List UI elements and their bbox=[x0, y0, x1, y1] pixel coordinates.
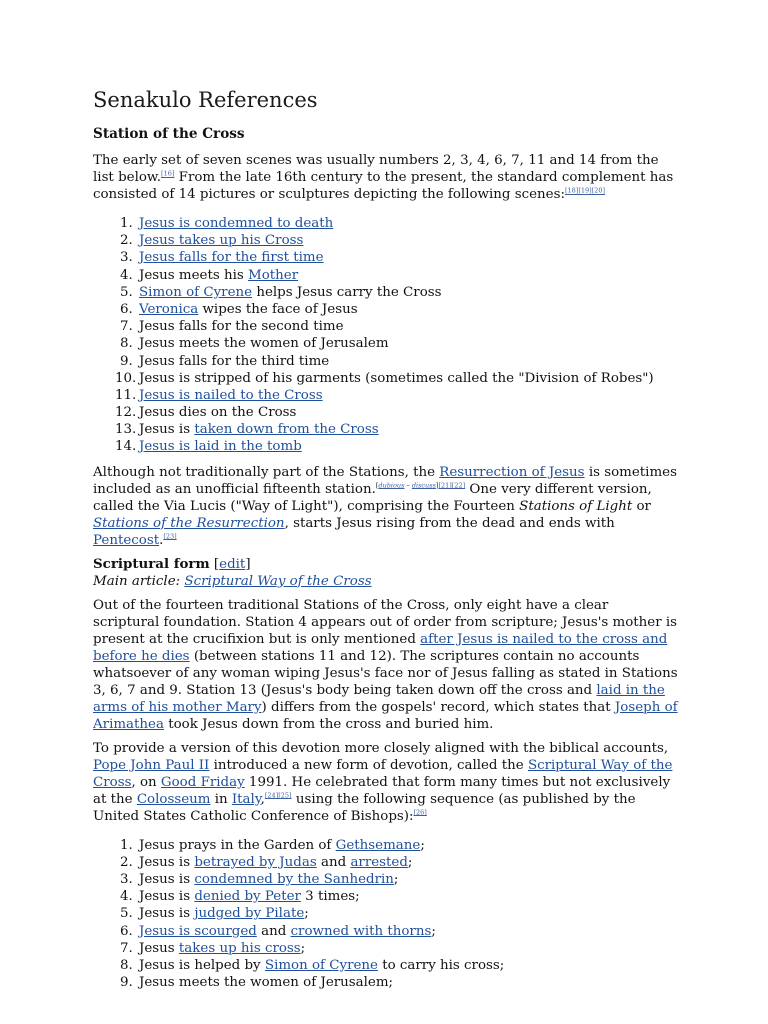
citation bbox=[565, 187, 605, 195]
arms-of-mary-link[interactable]: laid in the arms of his mother Mary bbox=[93, 682, 665, 715]
scriptural-station-item bbox=[93, 837, 678, 854]
list-number: 2. bbox=[120, 233, 133, 249]
station-link[interactable]: denied by Peter bbox=[194, 889, 301, 905]
station-text: Jesus meets the women of Jerusalem bbox=[139, 336, 389, 352]
citation bbox=[161, 170, 174, 178]
station-item bbox=[93, 438, 678, 455]
station-text: ; bbox=[304, 906, 309, 922]
citation-link[interactable]: [26] bbox=[413, 808, 427, 817]
paragraph-text: using the following sequence (as published by the United States Catholic Conference of Bishops): bbox=[93, 791, 636, 824]
scriptural-stations-list bbox=[93, 837, 678, 992]
station-item bbox=[93, 387, 678, 404]
list-number: 4. bbox=[120, 267, 133, 283]
scriptural-station-item bbox=[93, 923, 678, 940]
citation-link[interactable]: [23] bbox=[163, 532, 177, 541]
paragraph-text: in bbox=[210, 791, 232, 807]
list-number: 6. bbox=[120, 301, 133, 317]
scriptural-station-item bbox=[93, 957, 678, 974]
station-link[interactable]: crowned with thorns bbox=[290, 923, 432, 939]
station-item bbox=[93, 301, 678, 318]
stations-of-light-text: Stations of Light bbox=[519, 498, 633, 514]
paragraph-text: . bbox=[159, 532, 164, 548]
station-text: Jesus meets his bbox=[139, 267, 249, 283]
foundation-paragraph bbox=[93, 597, 678, 733]
station-item bbox=[93, 267, 678, 284]
heading-text: Scriptural form bbox=[93, 555, 210, 572]
list-number: 6. bbox=[120, 923, 133, 939]
list-number: 8. bbox=[120, 336, 133, 352]
intro-text-1: The early set of seven scenes was usually numbers 2, 3, 4, 6, 7, 11 and 14 from the list below. bbox=[93, 153, 659, 185]
station-item bbox=[93, 232, 678, 249]
station-text: Jesus falls for the second time bbox=[139, 319, 344, 335]
list-number: 13. bbox=[115, 422, 137, 438]
italy-link[interactable]: Italy bbox=[231, 791, 261, 807]
page-title: Senakulo References bbox=[93, 88, 318, 112]
list-number: 7. bbox=[120, 319, 133, 335]
station-item bbox=[93, 421, 678, 438]
joseph-arimathea-link[interactable]: Joseph of Arimathea bbox=[93, 699, 678, 732]
paragraph-text: (between stations 11 and 12). The scriptures contain no accounts whatsoever of any woman wiping Jesus's face nor of Jesus falling as stated in Stations 3, 6, 7 and 9. Station 13 (Jesus's body being taken down off the cross and bbox=[93, 648, 678, 698]
station-link[interactable]: betrayed by Judas bbox=[194, 854, 317, 870]
list-number: 7. bbox=[120, 940, 133, 956]
station-text: and bbox=[256, 923, 291, 939]
list-number: 3. bbox=[120, 250, 133, 266]
station-link[interactable]: Veronica bbox=[139, 301, 199, 317]
pope-paragraph bbox=[93, 740, 678, 825]
station-text: ; bbox=[393, 872, 399, 887]
intro-text-2: From the late 16th century to the present, the standard complement has consisted of 14 pictures or sculptures depicting the following scenes: bbox=[93, 170, 674, 202]
station-text: Jesus is bbox=[139, 872, 195, 887]
station-link[interactable]: Gethsemane bbox=[335, 837, 421, 853]
station-link[interactable]: Jesus takes up his Cross bbox=[139, 233, 304, 249]
main-article-link[interactable]: Scriptural Way of the Cross bbox=[184, 573, 372, 589]
citation-separator: – bbox=[404, 481, 412, 490]
station-text: Jesus bbox=[139, 940, 179, 956]
paragraph-text: is sometimes included as an unofficial fifteenth station. bbox=[93, 464, 677, 497]
station-text: Jesus is helped by bbox=[139, 957, 265, 973]
station-link[interactable]: judged by Pilate bbox=[194, 906, 305, 922]
paragraph-text: 1991. He celebrated that form many times but not exclusively at the bbox=[93, 774, 671, 807]
stations-list bbox=[93, 215, 678, 456]
after-nailed-link[interactable]: after Jesus is nailed to the cross and before he dies bbox=[93, 631, 668, 664]
resurrection-link[interactable]: Resurrection of Jesus bbox=[439, 464, 585, 480]
station-link[interactable]: arrested bbox=[350, 854, 408, 870]
citation-link[interactable]: [18][19][20] bbox=[564, 186, 606, 195]
station-text: wipes the face of Jesus bbox=[198, 301, 358, 317]
station-link[interactable]: Jesus is condemned to death bbox=[139, 216, 334, 231]
citation bbox=[163, 532, 176, 540]
citation bbox=[414, 808, 427, 816]
list-number: 1. bbox=[120, 837, 133, 853]
station-link[interactable]: Jesus falls for the first time bbox=[139, 250, 324, 266]
scriptural-station-item bbox=[93, 888, 678, 905]
paragraph-text: , on bbox=[131, 774, 161, 790]
main-article-note bbox=[93, 573, 678, 590]
list-number: 5. bbox=[120, 284, 133, 300]
scriptural-station-item bbox=[93, 905, 678, 922]
citation bbox=[265, 791, 292, 799]
station-text: Jesus is bbox=[139, 854, 195, 870]
list-number: 9. bbox=[120, 353, 133, 369]
list-number: 5. bbox=[120, 906, 133, 922]
paragraph-text: , starts Jesus rising from the dead and ends with bbox=[284, 515, 615, 531]
citation-link[interactable]: [24][25] bbox=[264, 791, 292, 800]
citation-link[interactable]: [21][22] bbox=[438, 481, 466, 490]
station-link[interactable]: Simon of Cyrene bbox=[264, 957, 378, 973]
discuss-link[interactable]: discuss bbox=[411, 481, 436, 490]
list-number: 11. bbox=[115, 387, 137, 403]
paragraph-text: Out of the fourteen traditional Stations of the Cross, only eight have a clear scriptural foundation. Station 4 appears out of order from scripture; Jesus's mother is present at the crucifixion but is only mentioned bbox=[93, 597, 678, 647]
station-link[interactable]: Mother bbox=[248, 267, 299, 283]
colosseum-link[interactable]: Colosseum bbox=[136, 791, 211, 807]
station-item bbox=[93, 404, 678, 421]
citation-link[interactable]: [16] bbox=[161, 169, 175, 178]
station-text: Jesus prays in the Garden of bbox=[139, 837, 336, 853]
station-link[interactable]: Jesus is scourged bbox=[139, 923, 257, 939]
station-text: Jesus dies on the Cross bbox=[139, 405, 297, 421]
paragraph-text: One very different version, called the Via Lucis ("Way of Light"), comprising the Fourteen bbox=[93, 481, 652, 514]
resurrection-paragraph bbox=[93, 464, 678, 549]
document-content bbox=[93, 86, 678, 999]
paragraph-text: introduced a new form of devotion, called the bbox=[209, 757, 528, 773]
scriptural-station-item bbox=[93, 854, 678, 871]
scriptural-form-heading bbox=[93, 556, 678, 573]
scriptural-station-item bbox=[93, 871, 678, 888]
intro-paragraph bbox=[93, 152, 678, 203]
list-number: 10. bbox=[115, 370, 137, 386]
paragraph-text: took Jesus down from the cross and buried him. bbox=[163, 716, 494, 732]
station-text: and bbox=[316, 854, 351, 870]
list-number: 9. bbox=[120, 975, 133, 991]
station-link[interactable]: Jesus is nailed to the Cross bbox=[139, 387, 323, 403]
station-item bbox=[93, 335, 678, 352]
station-text: 3 times; bbox=[300, 889, 360, 905]
station-link[interactable]: Jesus is laid in the tomb bbox=[139, 439, 302, 455]
dubious-link[interactable]: dubious bbox=[378, 481, 405, 490]
edit-link[interactable]: edit bbox=[219, 556, 246, 572]
station-text: ; bbox=[420, 837, 425, 853]
station-item bbox=[93, 318, 678, 335]
paragraph-text: To provide a version of this devotion more closely aligned with the biblical accounts, bbox=[93, 740, 669, 756]
station-text: Jesus falls for the third time bbox=[139, 353, 330, 369]
section-heading: Station of the Cross bbox=[93, 126, 245, 142]
list-number: 1. bbox=[120, 216, 133, 231]
station-text: ; bbox=[300, 940, 306, 956]
paragraph-text: Although not traditionally part of the Stations, the bbox=[93, 464, 440, 480]
citation-open: [ bbox=[375, 481, 379, 490]
paragraph-text: ) differs from the gospels' record, which states that bbox=[261, 699, 615, 715]
station-item bbox=[93, 249, 678, 266]
station-link[interactable]: taken down from the Cross bbox=[194, 422, 379, 438]
station-link[interactable]: condemned by the Sanhedrin bbox=[194, 872, 394, 887]
paragraph-text: or bbox=[632, 498, 651, 514]
station-item bbox=[93, 284, 678, 301]
station-item bbox=[93, 353, 678, 370]
station-text: Jesus meets the women of Jerusalem; bbox=[139, 975, 394, 991]
list-number: 12. bbox=[115, 405, 137, 421]
list-number: 3. bbox=[120, 872, 133, 887]
scriptural-station-item bbox=[93, 940, 678, 957]
station-text: helps Jesus carry the Cross bbox=[252, 284, 442, 300]
pentecost-link[interactable]: Pentecost bbox=[93, 532, 160, 548]
station-text: Jesus is stripped of his garments (sometimes called the "Division of Robes") bbox=[139, 370, 654, 386]
station-text: Jesus is bbox=[139, 422, 195, 438]
citation-close: ] bbox=[435, 481, 439, 490]
list-number: 14. bbox=[115, 439, 137, 455]
station-text: ; bbox=[431, 923, 436, 939]
station-item bbox=[93, 215, 678, 232]
edit-bracket-close: ] bbox=[245, 556, 251, 572]
list-number: 8. bbox=[120, 957, 133, 973]
good-friday-link[interactable]: Good Friday bbox=[160, 774, 245, 790]
scriptural-station-item bbox=[93, 974, 678, 991]
list-number: 4. bbox=[120, 889, 133, 905]
station-text: Jesus is bbox=[139, 889, 195, 905]
station-item bbox=[93, 370, 678, 387]
main-article-prefix: Main article: bbox=[93, 573, 185, 589]
station-link[interactable]: takes up his cross bbox=[178, 940, 301, 956]
station-text: ; bbox=[407, 854, 413, 870]
scriptural-way-link[interactable]: Scriptural Way of the Cross bbox=[93, 757, 673, 790]
station-link[interactable]: Simon of Cyrene bbox=[139, 284, 253, 300]
station-text: to carry his cross; bbox=[377, 957, 505, 973]
list-number: 2. bbox=[120, 854, 133, 870]
citation bbox=[376, 481, 465, 489]
pope-john-paul-link[interactable]: Pope John Paul II bbox=[93, 757, 210, 773]
paragraph-text: , bbox=[260, 791, 265, 807]
stations-resurrection-link[interactable]: Stations of the Resurrection bbox=[93, 515, 285, 531]
station-text: Jesus is bbox=[139, 906, 195, 922]
edit-bracket-open: [ bbox=[209, 556, 220, 572]
